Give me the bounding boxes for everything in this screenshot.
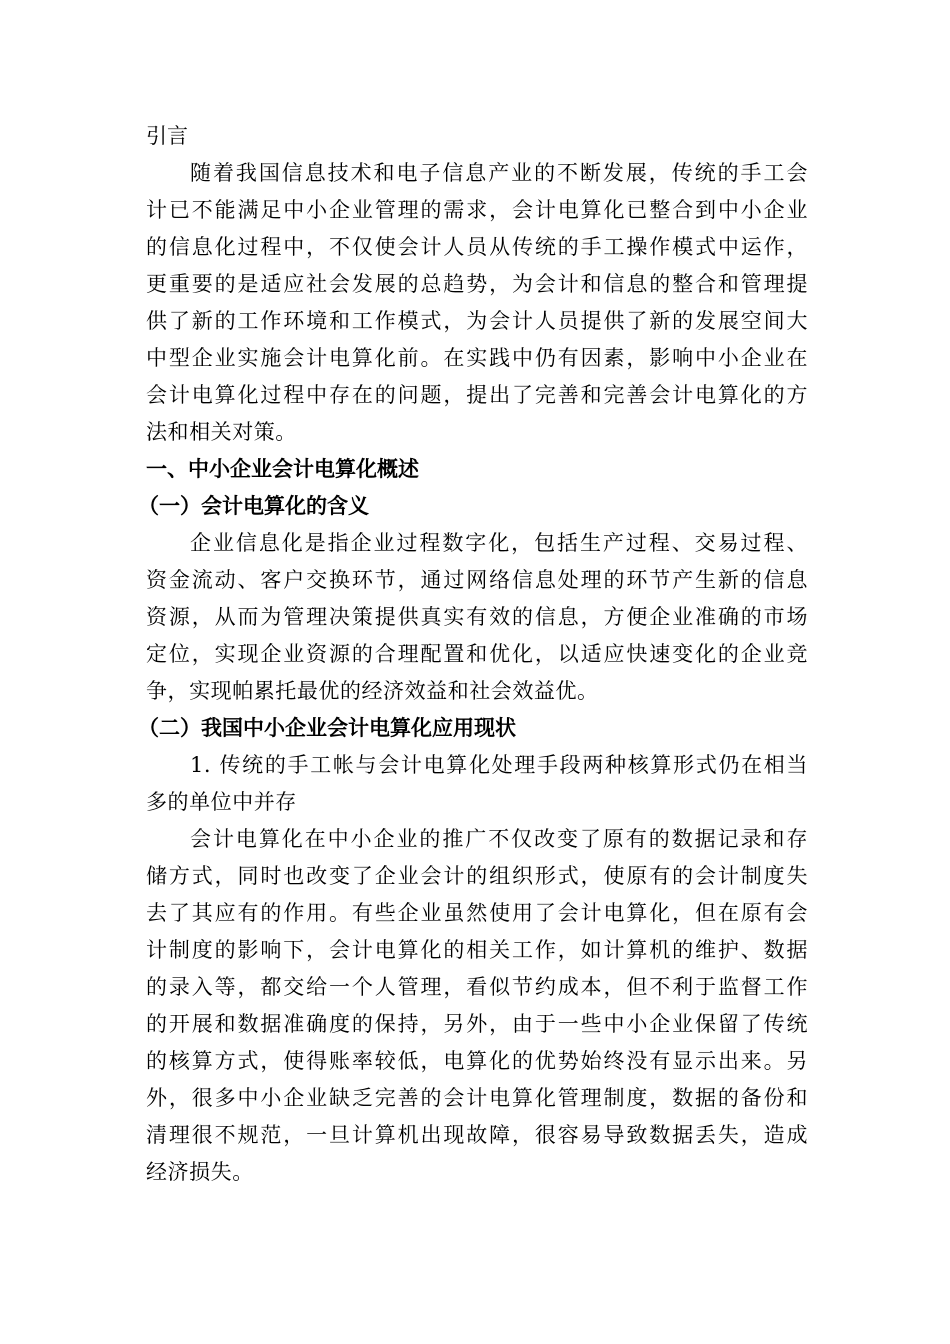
paragraph-line: 1. 传统的手工帐与会计电算化处理手段两种核算形式仍在相当 — [190, 753, 808, 777]
intro-line: 中型企业实施会计电算化前。在实践中仍有因素，影响中小企业在 — [146, 346, 808, 370]
paragraph-line: 清理很不规范，一旦计算机出现故障，很容易导致数据丢失，造成 — [146, 1123, 808, 1147]
intro-line: 的信息化过程中，不仅使会计人员从传统的手工操作模式中运作， — [146, 235, 808, 259]
point1-body — [146, 821, 808, 1191]
intro-line: 法和相关对策。 — [146, 420, 297, 444]
paragraph-line: 会计电算化在中小企业的推广不仅改变了原有的数据记录和存 — [190, 827, 808, 851]
paragraph-line: 争，实现帕累托最优的经济效益和社会效益优。 — [146, 679, 599, 703]
intro-line: 计已不能满足中小企业管理的需求，会计电算化已整合到中小企业 — [146, 198, 808, 222]
subsection-heading: （二）我国中小企业会计电算化应用现状 — [138, 716, 516, 740]
paragraph-line: 的录入等，都交给一个人管理，看似节约成本，但不利于监督工作 — [146, 975, 808, 999]
paragraph-line: 多的单位中并存 — [146, 790, 297, 814]
paragraph-line: 资金流动、客户交换环节，通过网络信息处理的环节产生新的信息 — [146, 568, 808, 592]
intro-paragraph — [146, 155, 808, 451]
intro-line: 供了新的工作环境和工作模式，为会计人员提供了新的发展空间大 — [146, 309, 808, 333]
paragraph-line: 企业信息化是指企业过程数字化，包括生产过程、交易过程、 — [190, 531, 808, 555]
paragraph-line: 去了其应有的作用。有些企业虽然使用了会计电算化，但在原有会 — [146, 901, 808, 925]
intro-heading: 引言 — [146, 124, 188, 148]
intro-line: 更重要的是适应社会发展的总趋势，为会计和信息的整合和管理提 — [146, 272, 808, 296]
paragraph-line: 的开展和数据准确度的保持，另外，由于一些中小企业保留了传统 — [146, 1012, 808, 1036]
subsection1-paragraph — [146, 525, 808, 710]
paragraph-line: 定位，实现企业资源的合理配置和优化，以适应快速变化的企业竞 — [146, 642, 808, 666]
section-heading: 一、中小企业会计电算化概述 — [146, 457, 419, 481]
subsection-heading: （一）会计电算化的含义 — [138, 494, 369, 518]
paragraph-line: 计制度的影响下，会计电算化的相关工作，如计算机的维护、数据 — [146, 938, 808, 962]
document-body — [138, 118, 808, 1191]
paragraph-line: 经济损失。 — [146, 1160, 254, 1184]
intro-line: 会计电算化过程中存在的问题，提出了完善和完善会计电算化的方 — [146, 383, 808, 407]
paragraph-line: 储方式，同时也改变了企业会计的组织形式，使原有的会计制度失 — [146, 864, 808, 888]
paragraph-line: 资源，从而为管理决策提供真实有效的信息，方便企业准确的市场 — [146, 605, 808, 629]
paragraph-line: 外，很多中小企业缺乏完善的会计电算化管理制度，数据的备份和 — [146, 1086, 808, 1110]
paragraph-line: 的核算方式，使得账率较低，电算化的优势始终没有显示出来。另 — [146, 1049, 808, 1073]
point1-title — [146, 747, 808, 821]
intro-line: 随着我国信息技术和电子信息产业的不断发展，传统的手工会 — [190, 161, 808, 185]
